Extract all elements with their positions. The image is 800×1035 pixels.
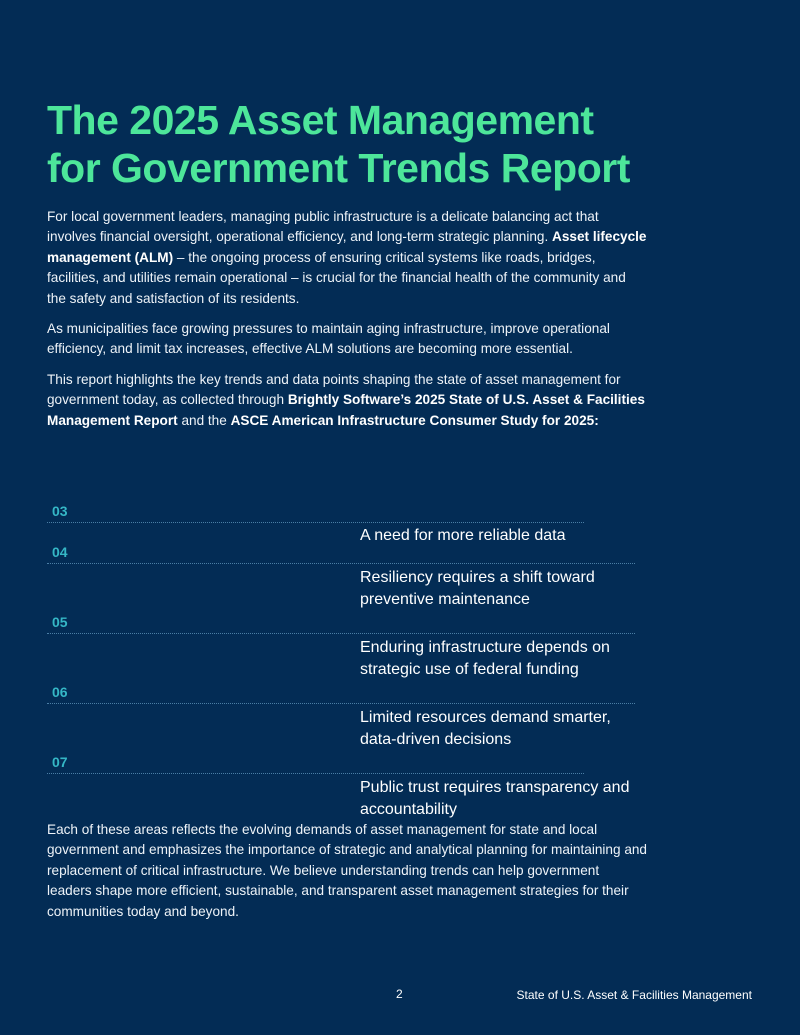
brightly-report-name: Brightly Software’s 2025 State of U.S. Asset & Facilities Management Report — [47, 392, 645, 428]
toc-item-title: Resiliency requires a shift toward preventive maintenance — [360, 569, 595, 608]
intro-paragraph-3 — [47, 370, 647, 431]
footer-document-title: State of U.S. Asset & Facilities Management — [516, 988, 752, 1002]
toc-divider — [47, 611, 635, 634]
intro-p1-end: – the ongoing process of ensuring critical systems like roads, bridges, facilities, and utilities remain operational – is crucial for the financial health of the community and the safety and satisfaction of its residents. — [47, 249, 626, 306]
toc-divider — [47, 541, 635, 564]
toc-page-number: 06 — [52, 684, 68, 700]
intro-section — [47, 207, 647, 441]
toc-divider — [47, 500, 584, 523]
toc-page-number: 03 — [52, 503, 68, 519]
toc-divider — [47, 681, 635, 704]
toc-item-title: Enduring infrastructure depends on strategic use of federal funding — [360, 639, 610, 678]
alm-term: Asset lifecycle management (ALM) — [47, 229, 647, 265]
page-number: 2 — [396, 987, 403, 1001]
table-of-contents — [47, 500, 635, 821]
page-title — [47, 96, 747, 192]
toc-page-number: 04 — [52, 544, 68, 560]
page-title-line-1: The 2025 Asset Management — [47, 97, 594, 143]
toc-item-07[interactable] — [47, 751, 635, 821]
toc-item-05[interactable] — [47, 611, 635, 681]
intro-p1-start: For local government leaders, managing public infrastructure is a delicate balancing act that involves financial oversight, operational efficiency, and long-term strategic planning. — [47, 209, 599, 245]
closing-paragraph: Each of these areas reflects the evolving demands of asset management for state and local government and emphasizes the importance of strategic and analytical planning for maintaining and replacement of critical infrastructure. We believe understanding trends can help government leaders shape more efficient, sustainable, and transparent asset management strategies for their communities today and beyond. — [47, 822, 647, 919]
page-title-line-2: for Government Trends Report — [47, 145, 630, 191]
asce-study-name: ASCE American Infrastructure Consumer Study for 2025: — [230, 412, 599, 428]
intro-p3-mid: and the — [177, 412, 231, 428]
toc-divider — [47, 751, 584, 774]
toc-item-04[interactable] — [47, 541, 635, 611]
toc-item-title: Limited resources demand smarter, data-driven decisions — [360, 709, 611, 748]
toc-page-number: 07 — [52, 754, 68, 770]
toc-item-06[interactable] — [47, 681, 635, 751]
intro-paragraph-2: As municipalities face growing pressures to maintain aging infrastructure, improve operational efficiency, and limit tax increases, effective ALM solutions are becoming more essential. — [47, 321, 610, 357]
toc-page-number: 05 — [52, 614, 68, 630]
toc-item-title: Public trust requires transparency and accountability — [360, 779, 630, 818]
intro-p3-start: This report highlights the key trends and data points shaping the state of asset management for government today, as collected through — [47, 371, 621, 408]
toc-item-title: A need for more reliable data — [360, 527, 566, 544]
intro-paragraph-1 — [47, 207, 647, 309]
toc-item-03[interactable] — [47, 500, 635, 544]
